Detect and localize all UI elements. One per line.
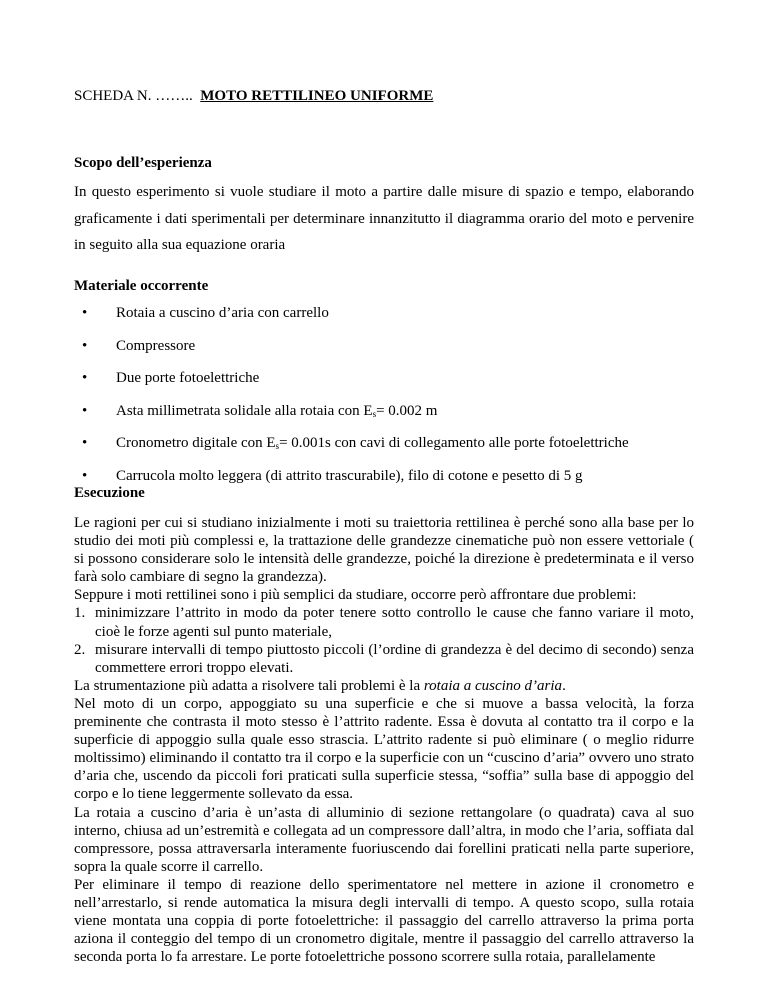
bullet-icon: • [82,435,88,452]
paragraph [74,677,694,695]
material-subscript: s [275,441,280,452]
text-run: . [562,677,566,694]
material-text: = 0.001s con cavi di collegamento alle porte fotoelettriche [279,435,629,452]
material-text: Carrucola molto leggera (di attrito trascurabile), filo di cotone e pesetto di 5 g [116,467,583,484]
experiment-title: MOTO RETTILINEO UNIFORME [200,88,434,104]
scopo-heading: Scopo dell’esperienza [74,155,212,171]
bullet-icon: • [82,337,88,354]
material-text: Asta millimetrata solidale alla rotaia con E [116,402,373,419]
bullet-icon: • [82,467,88,484]
list-item [74,368,714,388]
paragraph: La rotaia a cuscino d’aria è un’asta di alluminio di sezione rettangolare (o quadrata) cava al suo interno, chiusa ad un’estremità e collegata ad un compressore dall’altra, in modo che l’aria, soffiata dal compressore, possa attraversarla interamente fuoriuscendo dai forellini praticati nella parte superiore, sopra la quale scorre il carrello. [74,804,694,875]
item-number: 1. [74,605,86,622]
bullet-icon: • [82,305,88,321]
text-run: La strumentazione più adatta a risolvere tali problemi è la [74,677,424,694]
material-subscript: s [372,408,377,419]
document-title [74,86,433,106]
esecuzione-heading: Esecuzione [74,485,145,501]
list-item [74,433,714,453]
list-item [74,303,714,323]
material-text: Rotaia a cuscino d’aria con carrello [116,305,329,321]
numbered-item [74,641,694,677]
list-item [74,401,714,421]
list-item [74,336,714,356]
paragraph: Seppure i moti rettilinei sono i più semplici da studiare, occorre però affrontare due problemi: [74,587,637,604]
italic-term: rotaia a cuscino d’aria [423,677,563,694]
paragraph: Per eliminare il tempo di reazione dello sperimentatore nel mettere in azione il cronometro e nell’arrestarlo, si rende automatica la misura degli intervalli di tempo. A questo scopo, sulla rotaia viene montata una coppia di porte fotoelettriche: il passaggio del carrello attraverso la prima porta aziona il conteggio del tempo di un cronometro digitale, mentre il passaggio del carrello attraverso la seconda porta lo fa arrestare. Le porte fotoelettriche possono scorrere sulla rotaia, parallelamente [74,876,694,966]
item-text: minimizzare l’attrito in modo da poter tenere sotto controllo le cause che fanno variare il moto, cioè le forze agenti sul punto materiale, [95,605,694,640]
numbered-item [74,604,694,640]
materiale-heading: Materiale occorrente [74,278,209,294]
item-number: 2. [74,641,86,658]
paragraph: Le ragioni per cui si studiano inizialmente i moti su traiettoria rettilinea è perché sono alla base per lo studio dei moti più complessi e, la trattazione delle grandezze cinematiche può non essere vettoriale ( si possono considerare solo le intensità delle grandezze, poiché la direzione è predeterminata e il verso farà solo cambiare di segno la grandezza). [74,515,694,586]
bullet-icon: • [82,370,88,387]
paragraph: Nel moto di un corpo, appoggiato su una superficie e che si muove a bassa velocità, la forza preminente che contrasta il moto stesso è l’attrito radente. Essa è dovuta al contatto tra il corpo e la superficie di appoggio sulla quale esso strascia. L’attrito radente si può eliminare ( o meglio ridurre moltissimo) eliminando il contatto tra il corpo e la superficie con un “cuscino d’aria” ovvero uno strato d’aria che, uscendo da piccoli fori praticati sulla superficie stessa, “soffia” sulla base di appoggio del corpo e lo tiene leggermente sollevato da essa. [74,695,694,803]
material-text: Due porte fotoelettriche [116,370,260,387]
scopo-paragraph: In questo esperimento si vuole studiare il moto a partire dalle misure di spazio e tempo, elaborando graficamente i dati sperimentali per determinare innanzitutto il diagramma orario del moto e pervenire in seguito alla sua equazione oraria [74,184,694,253]
material-text: Cronometro digitale con E [116,435,276,452]
esecuzione-body [74,514,694,966]
list-item [74,466,714,486]
scheda-number: SCHEDA N. …….. [74,88,193,104]
materials-list [74,303,714,499]
bullet-icon: • [82,402,88,419]
item-text: misurare intervalli di tempo piuttosto piccoli (l’ordine di grandezza è del decimo di secondo) senza commettere errori troppo elevati. [95,641,694,676]
material-text: Compressore [116,337,196,354]
material-text: = 0.002 m [376,402,438,419]
